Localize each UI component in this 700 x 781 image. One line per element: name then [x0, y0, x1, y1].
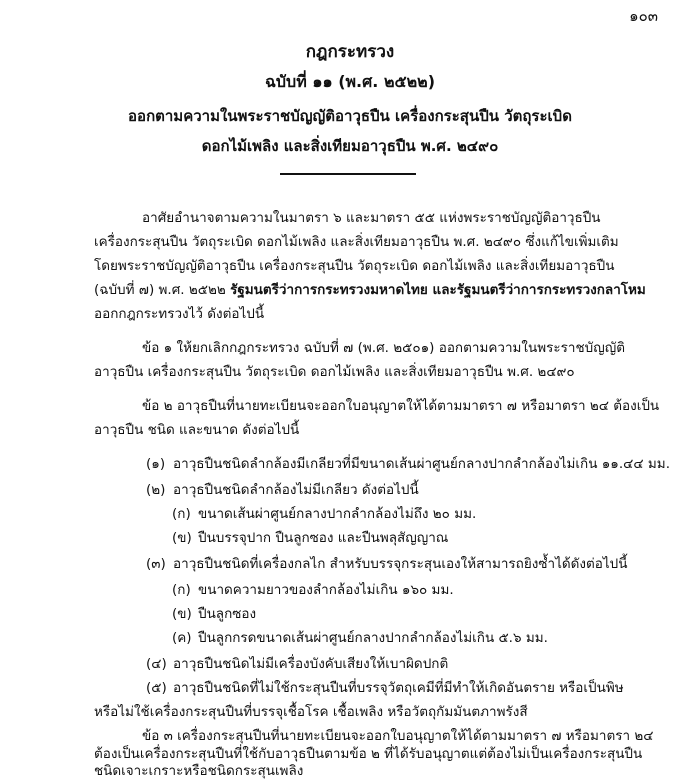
issued-under-line-1: ออกตามความในพระราชบัญญัติอาวุธปืน เครื่องกระสุนปืน วัตถุระเบิด	[128, 107, 572, 125]
document-title: กฎกระทรวง	[305, 42, 395, 62]
clause-3-line-1: ข้อ ๓ เครื่องกระสุนปืนที่นายทะเบียนจะออกใบอนุญาตให้ได้ตามมาตรา ๗ หรือมาตรา ๒๔	[142, 728, 654, 744]
clause-1-line-1: ข้อ ๑ ให้ยกเลิกกฎกระทรวง ฉบับที่ ๗ (พ.ศ. ๒๕๐๑) ออกตามความในพระราชบัญญัติ	[142, 340, 625, 356]
list-item: (๒) อาวุธปืนชนิดลำกล้องไม่มีเกลียว ดังต่อไปนี้	[146, 482, 419, 498]
list-subitem: (ค) ปืนลูกกรดขนาดเส้นผ่าศูนย์กลางปากลำกล้องไม่เกิน ๕.๖ มม.	[172, 630, 548, 646]
list-item-continuation: หรือไม่ใช้เครื่องกระสุนปืนที่บรรจุเชื้อโรค เชื้อเพลิง หรือวัตถุกัมมันตภาพรังสี	[94, 704, 528, 720]
list-item: (๑) อาวุธปืนชนิดลำกล้องมีเกลียวที่มีขนาดเส้นผ่าศูนย์กลางปากลำกล้องไม่เกิน ๑๑.๔๔ มม.	[146, 456, 670, 472]
clause-2-line-2: อาวุธปืน ชนิด และขนาด ดังต่อไปนี้	[94, 422, 300, 438]
list-subitem: (ก) ขนาดเส้นผ่าศูนย์กลางปากลำกล้องไม่ถึง ๒๐ มม.	[172, 506, 477, 522]
preamble-line-1: อาศัยอำนาจตามความในมาตรา ๖ และมาตรา ๕๕ แห่งพระราชบัญญัติอาวุธปืน	[142, 210, 601, 226]
clause-2-line-1: ข้อ ๒ อาวุธปืนที่นายทะเบียนจะออกใบอนุญาตให้ได้ตามมาตรา ๗ หรือมาตรา ๒๔ ต้องเป็น	[142, 398, 660, 414]
list-item: (๓) อาวุธปืนชนิดที่เครื่องกลไก สำหรับบรรจุกระสุนเองให้สามารถยิงซ้ำได้ดังต่อไปนี้	[146, 556, 628, 572]
clause-3-line-2: ต้องเป็นเครื่องกระสุนปืนที่ใช้กับอาวุธปืนตามข้อ ๒ ที่ได้รับอนุญาตแต่ต้องไม่เป็นเครื่องกระสุนปืน	[94, 746, 643, 762]
clause-3-line-3: ชนิดเจาะเกราะหรือชนิดกระสุนเพลิง	[94, 763, 304, 779]
preamble-line-3: โดยพระราชบัญญัติอาวุธปืน เครื่องกระสุนปืน วัตถุระเบิด ดอกไม้เพลิง และสิ่งเทียมอาวุธปืน	[94, 258, 615, 274]
clause-1-line-2: อาวุธปืน เครื่องกระสุนปืน วัตถุระเบิด ดอกไม้เพลิง และสิ่งเทียมอาวุธปืน พ.ศ. ๒๔๙๐	[94, 364, 575, 380]
preamble-line-2: เครื่องกระสุนปืน วัตถุระเบิด ดอกไม้เพลิง และสิ่งเทียมอาวุธปืน พ.ศ. ๒๔๙๐ ซึ่งแก้ไขเพิ่มเติม	[94, 234, 619, 250]
list-item: (๔) อาวุธปืนชนิดไม่มีเครื่องบังคับเสียงให้เบาผิดปกติ	[146, 656, 449, 672]
preamble-line-4-start: (ฉบับที่ ๗) พ.ศ. ๒๕๒๒	[94, 282, 226, 298]
list-item: (๕) อาวุธปืนชนิดที่ไม่ใช้กระสุนปืนที่บรรจุวัตถุเคมีที่มีทำให้เกิดอันตราย หรือเป็นพิษ	[146, 680, 624, 696]
preamble-line-5: ออกกฎกระทรวงไว้ ดังต่อไปนี้	[94, 306, 265, 322]
page-number: ๑๐๓	[629, 7, 658, 25]
list-subitem: (ข) ปืนลูกซอง	[172, 606, 257, 622]
document-subtitle: ฉบับที่ ๑๑ (พ.ศ. ๒๕๒๒)	[264, 72, 435, 91]
list-subitem: (ก) ขนาดความยาวของลำกล้องไม่เกิน ๑๖๐ มม.	[172, 582, 454, 598]
preamble-ministers: รัฐมนตรีว่าการกระทรวงมหาดไทย และรัฐมนตรีว่าการกระทรวงกลาโหม	[230, 282, 646, 298]
preamble-line-4	[94, 280, 646, 300]
issued-under-line-2: ดอกไม้เพลิง และสิ่งเทียมอาวุธปืน พ.ศ. ๒๔๙๐	[201, 137, 499, 155]
list-subitem: (ข) ปืนบรรจุปาก ปืนลูกซอง และปืนพลุสัญญาณ	[172, 530, 449, 546]
title-divider	[280, 173, 416, 175]
